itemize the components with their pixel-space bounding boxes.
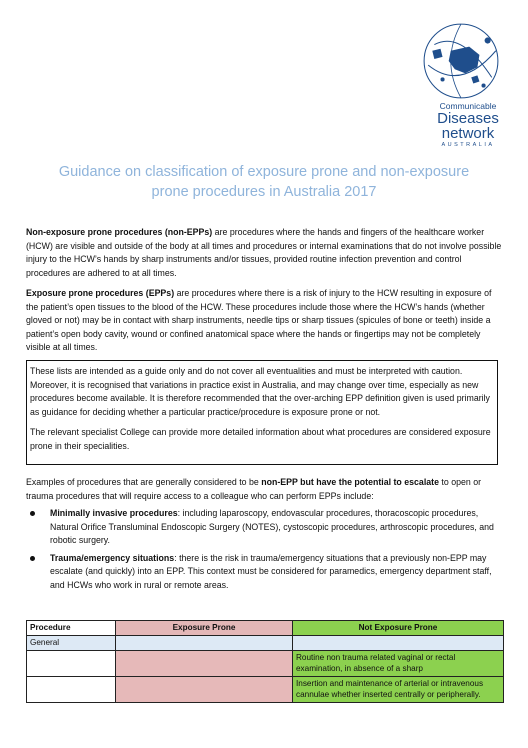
non-epp-term: Non-exposure prone procedures (non-EPPs)	[26, 227, 213, 237]
table-row	[27, 650, 504, 676]
section-empty-cell	[293, 636, 504, 651]
exposure-prone-cell	[116, 650, 293, 676]
examples-intro	[26, 476, 504, 503]
logo-line-2: Diseases	[437, 109, 499, 127]
non-epp-text: are procedures where the hands and fingers of the healthcare worker (HCW) are visible and outside of the body at all times and procedures or internal examinations that do not involve possible injury to the HCW’s hands by sharp instruments and/or tissues, provided routine infection prevention and control procedures are adhered to at all times.	[26, 227, 502, 278]
not-exposure-prone-cell: Insertion and maintenance of arterial or intravenous cannulae whether inserted centrally or peripherally.	[293, 676, 504, 702]
bullet-icon	[30, 511, 35, 516]
examples-intro-bold: non-EPP but have the potential to escalate	[261, 477, 439, 487]
procedure-cell	[27, 676, 116, 702]
header-not-exposure-prone: Not Exposure Prone	[293, 621, 504, 636]
logo-line-3: network	[441, 124, 495, 142]
globe-logo-icon	[420, 20, 502, 102]
logo-line-1: Communicable	[439, 101, 497, 111]
not-exposure-prone-cell: Routine non trauma related vaginal or rectal examination, in absence of a sharp	[293, 650, 504, 676]
epp-definition	[26, 287, 504, 355]
page-title: Guidance on classification of exposure prone and non-exposure prone procedures in Australia 2017	[58, 164, 470, 200]
bullet-term: Trauma/emergency situations	[50, 552, 175, 563]
procedures-table	[26, 620, 504, 703]
epp-text: are procedures where there is a risk of injury to the HCW resulting in exposure of the patient’s open tissues to the blood of the HCW. These procedures include those where the HCW’s hands (whether gloved or not) may be in contact with sharp instruments, needle tips or sharp tissues (spicules of bone or teeth) inside a patient’s open body cavity, wound or confined anatomical space where the hands or fingertips may not be completely visible at all times.	[26, 288, 492, 353]
examples-list	[26, 507, 504, 597]
examples-intro-end: to open or trauma procedures that will require access to a colleague who can perform EPPs include:	[26, 477, 482, 501]
bullet-term: Minimally invasive procedures	[50, 508, 178, 518]
table-row	[27, 676, 504, 702]
section-row-general	[27, 636, 504, 651]
caution-paragraph: These lists are intended as a guide only and do not cover all eventualities and must be interpreted with caution. Moreover, it is recognised that variations in practice exist in Australia, and may change over time, especially as new procedures become available. It is therefore recommended that the over-arching EPP definition given is used primarily as guidance for deciding whether a particular practice/procedure is exposure prone or not.	[30, 366, 490, 417]
section-empty-cell	[116, 636, 293, 651]
list-item	[26, 507, 504, 548]
college-paragraph: The relevant specialist College can provide more detailed information about what procedures are considered exposure prone in their specialities.	[30, 427, 491, 451]
header-procedure: Procedure	[27, 621, 116, 636]
examples-intro-start: Examples of procedures that are generally considered to be	[26, 477, 262, 487]
header-exposure-prone: Exposure Prone	[116, 621, 293, 636]
non-epp-definition	[26, 226, 504, 280]
list-item	[26, 552, 504, 593]
epp-term: Exposure prone procedures (EPPs)	[26, 288, 175, 298]
logo-line-4: AUSTRALIA	[441, 141, 495, 148]
bullet-text: : including laparoscopy, endovascular procedures, thoracoscopic procedures, Natural Orifice Transluminal Endoscopic Surgery (NOTES), cystoscopic procedures, arthroscopic procedures, and robotic surgery.	[50, 508, 494, 546]
bullet-text: : there is the risk in trauma/emergency situations that a previously non-EPP may escalate (and quickly) into an EPP. This context must be considered for paramedics, emergency department staff, and HCWs who work in rural or remote areas.	[50, 552, 492, 590]
table-header-row	[27, 621, 504, 636]
caution-notice-box	[26, 360, 498, 465]
procedure-cell	[27, 650, 116, 676]
cdna-logo	[418, 20, 510, 150]
exposure-prone-cell	[116, 676, 293, 702]
logo-wordmark	[418, 102, 518, 148]
bullet-icon	[30, 556, 35, 561]
section-label: General	[27, 636, 116, 651]
